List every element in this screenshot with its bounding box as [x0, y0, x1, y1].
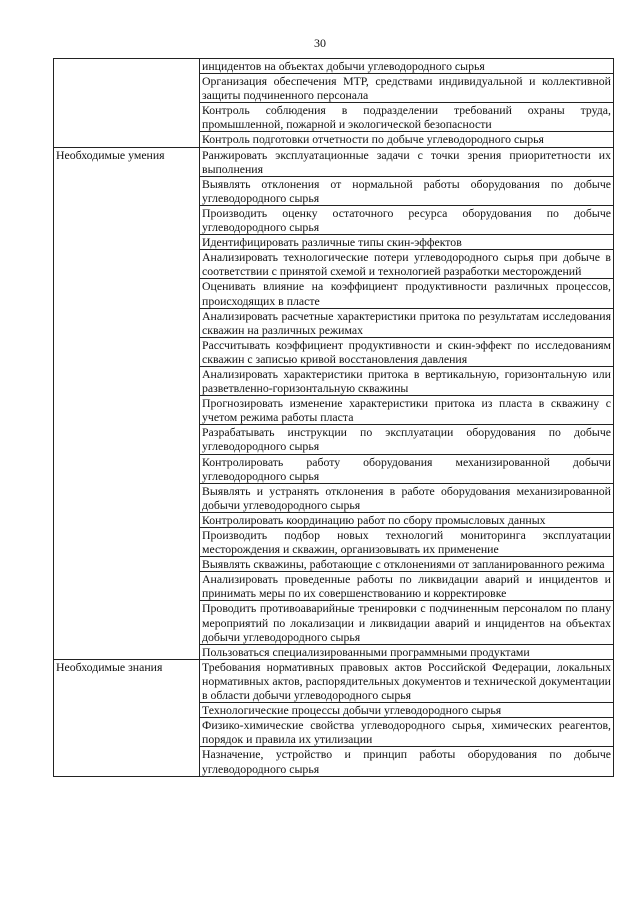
- requirement-cell: [200, 659, 614, 702]
- requirement-cell: [200, 59, 614, 74]
- requirement-cell: [200, 235, 614, 250]
- requirement-text: Проводить противоаварийные тренировки с подчиненным персоналом по плану мероприятий по локализации и ликвидации аварий и инцидентов на объектах добычи углеводородного сырья: [202, 601, 611, 644]
- requirement-text: Анализировать технологические потери углеводородного сырья при добыче в соответствии с принятой схемой и технологией разработки месторождений: [202, 250, 611, 279]
- requirement-text: Анализировать проведенные работы по ликвидации аварий и инцидентов и принимать меры по их совершенствованию и корректировке: [202, 572, 611, 601]
- page-number: 30: [314, 36, 326, 50]
- requirement-text: Контролировать координацию работ по сбору промысловых данных: [202, 512, 546, 527]
- requirement-text: Требования нормативных правовых актов Российской Федерации, локальных нормативных актов, распорядительных документов и технической документации в области добычи углеводородного сырья: [202, 659, 611, 703]
- requirement-text: Анализировать расчетные характеристики притока по результатам исследования скважин на различных режимах: [202, 308, 611, 337]
- requirement-text: Контроль соблюдения в подразделении требований охраны труда, промышленной, пожарной и экологической безопасности: [202, 103, 611, 132]
- requirement-cell: [200, 279, 614, 308]
- requirement-cell: [200, 572, 614, 601]
- requirement-text: Организация обеспечения МТР, средствами индивидуальной и коллективной защиты подчиненного персонала: [202, 74, 611, 103]
- requirement-text: Производить оценку остаточного ресурса оборудования по добыче углеводородного сырья: [202, 205, 611, 235]
- requirement-cell: [200, 132, 614, 147]
- requirement-cell: [200, 528, 614, 557]
- requirement-cell: [200, 396, 614, 425]
- requirement-text: Контроль подготовки отчетности по добыче углеводородного сырья: [202, 132, 544, 147]
- requirement-cell: [200, 74, 614, 103]
- section-label: [54, 59, 200, 148]
- requirement-cell: [200, 703, 614, 718]
- section-label: Необходимые знания: [54, 659, 200, 776]
- requirement-text: Анализировать характеристики притока в вертикальную, горизонтальную или разветвленно-горизонтальную скважины: [202, 366, 611, 396]
- requirement-text: Выявлять скважины, работающие с отклонениями от запланированного режима: [202, 557, 605, 572]
- requirement-text: Назначение, устройство и принцип работы оборудования по добыче углеводородного сырья: [202, 747, 611, 776]
- requirement-cell: [200, 483, 614, 512]
- requirement-text: Физико-химические свойства углеводородного сырья, химических реагентов, порядок и правила их утилизации: [202, 718, 611, 747]
- requirement-cell: [200, 147, 614, 176]
- table-row: [54, 147, 614, 176]
- requirement-cell: [200, 718, 614, 747]
- requirement-cell: [200, 454, 614, 483]
- requirement-cell: [200, 308, 614, 337]
- requirement-text: Выявлять отклонения от нормальной работы оборудования по добыче углеводородного сырья: [202, 176, 611, 205]
- section-label: Необходимые умения: [54, 147, 200, 659]
- requirement-text: Разрабатывать инструкции по эксплуатации оборудования по добыче углеводородного сырья: [202, 425, 611, 454]
- requirement-cell: [200, 103, 614, 132]
- requirement-cell: [200, 176, 614, 205]
- requirement-cell: [200, 425, 614, 454]
- requirements-table: [53, 58, 614, 777]
- requirement-cell: [200, 512, 614, 527]
- requirement-text: Идентифицировать различные типы скин-эффектов: [202, 235, 462, 250]
- requirement-cell: [200, 366, 614, 395]
- table-row: [54, 59, 614, 74]
- table-row: [54, 659, 614, 702]
- requirement-cell: [200, 205, 614, 234]
- requirement-text: Выявлять и устранять отклонения в работе оборудования механизированной добычи углеводородного сырья: [202, 483, 611, 512]
- requirement-cell: [200, 747, 614, 776]
- requirement-cell: [200, 644, 614, 659]
- requirement-text: Прогнозировать изменение характеристики притока из пласта в скважину с учетом режима работы пласта: [202, 396, 611, 425]
- requirement-cell: [200, 250, 614, 279]
- table-body: [54, 59, 614, 777]
- requirement-cell: [200, 601, 614, 644]
- requirement-text: Контролировать работу оборудования механизированной добычи углеводородного сырья: [202, 454, 611, 483]
- requirement-cell: [200, 557, 614, 572]
- requirement-text: Оценивать влияние на коэффициент продуктивности различных процессов, происходящих в пласте: [202, 279, 611, 308]
- requirement-cell: [200, 337, 614, 366]
- requirement-text: Рассчитывать коэффициент продуктивности и скин-эффект по исследованиям скважин с записью кривой восстановления давления: [202, 337, 611, 366]
- requirement-text: Производить подбор новых технологий мониторинга эксплуатации месторождения и скважин, организовывать их применение: [202, 528, 611, 557]
- requirement-text: Ранжировать эксплуатационные задачи с точки зрения приоритетности их выполнения: [202, 147, 611, 176]
- requirement-text: Пользоваться специализированными программными продуктами: [202, 644, 530, 659]
- requirement-text: инцидентов на объектах добычи углеводородного сырья: [202, 59, 485, 73]
- requirement-text: Технологические процессы добычи углеводородного сырья: [202, 703, 502, 718]
